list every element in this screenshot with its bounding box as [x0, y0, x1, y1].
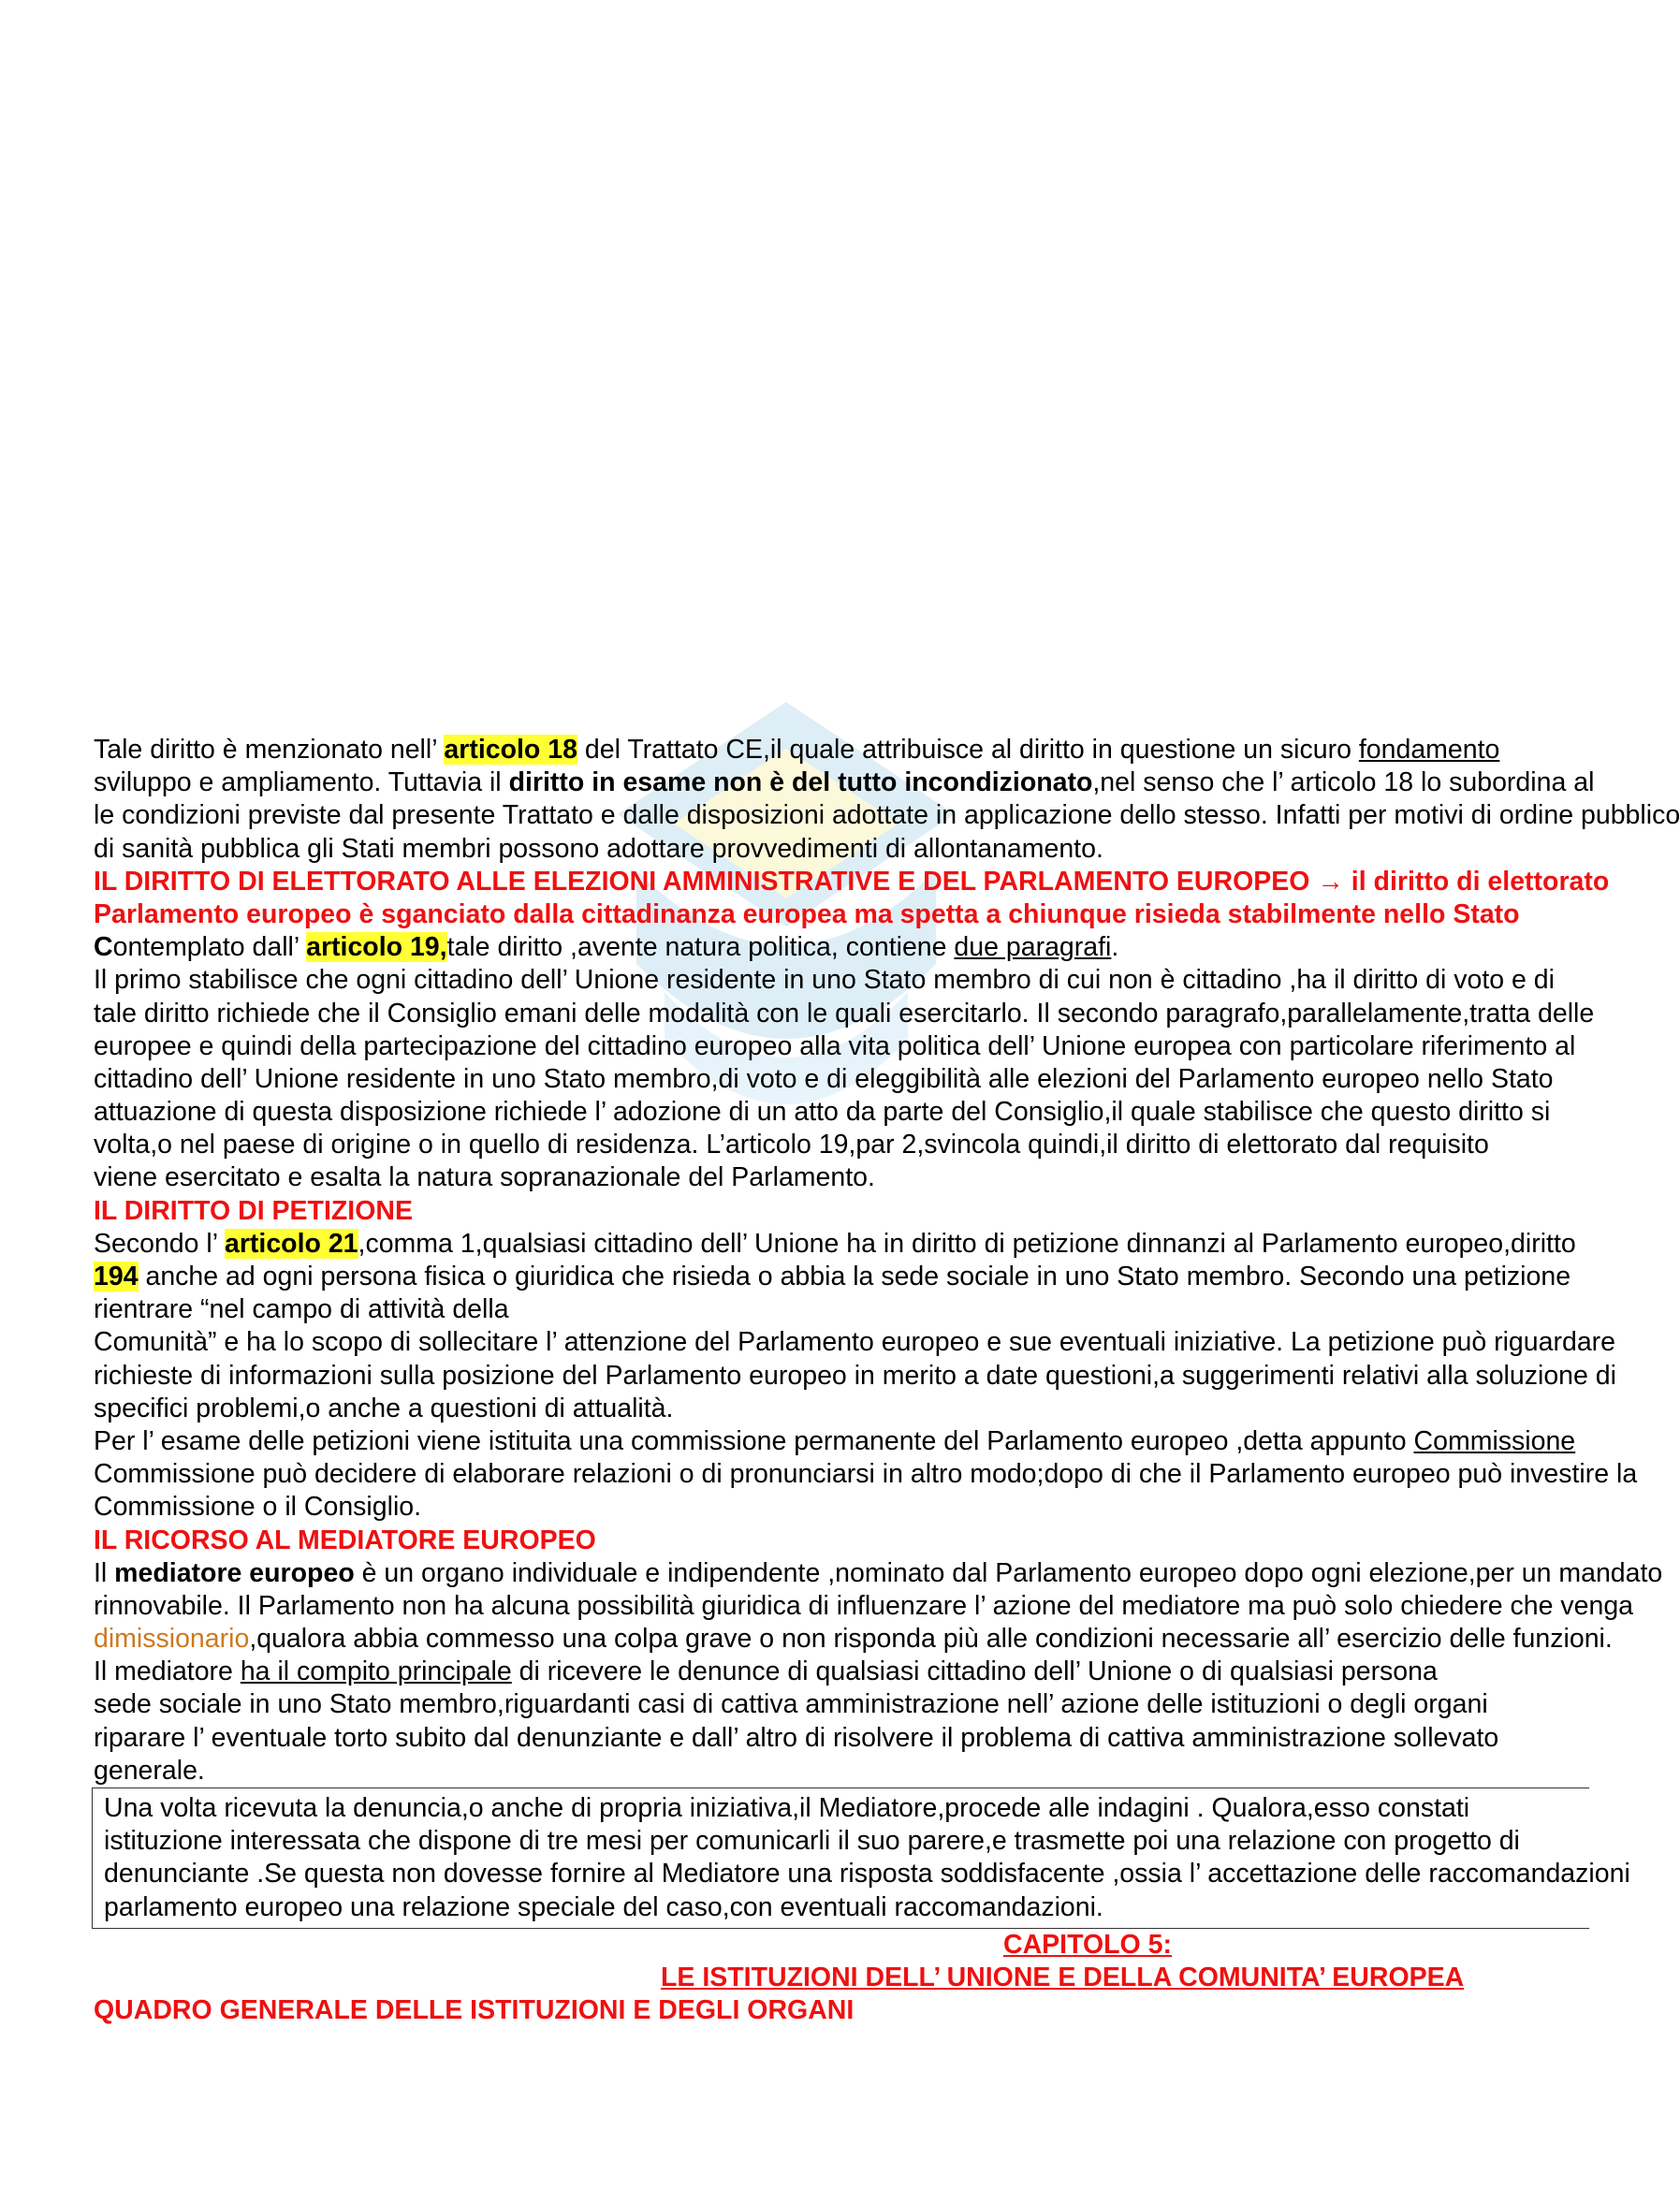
text-line: specifici problemi,o anche a questioni di attualità. — [94, 1393, 674, 1423]
chapter-subtitle: QUADRO GENERALE DELLE ISTITUZIONI E DEGLI ORGANI — [94, 1995, 855, 2026]
text-line: Per l’ esame delle petizioni viene istituita una commissione permanente del Parlamento europeo ,detta appunto Commissione — [94, 1425, 1576, 1456]
text-line: sviluppo e ampliamento. Tuttavia il diritto in esame non è del tutto incondizionato,nel senso che l’ articolo 18 lo subordina al — [94, 767, 1595, 798]
chapter-title: LE ISTITUZIONI DELL’ UNIONE E DELLA COMUNITA’ EUROPEA — [661, 1962, 1465, 1992]
section-heading-elettorato: IL DIRITTO DI ELETTORATO ALLE ELEZIONI AMMINISTRATIVE E DEL PARLAMENTO EUROPEO → il diritto di elettorato — [94, 866, 1610, 897]
text-line: volta,o nel paese di origine o in quello di residenza. L’articolo 19,par 2,svincola quindi,il diritto di elettorato dal requisito — [94, 1130, 1489, 1160]
text-line: le condizioni previste dal presente Trattato e dalle disposizioni adottate in applicazione dello stesso. Infatti per motivi di ordine pubblico — [94, 800, 1680, 831]
text-line: sede sociale in uno Stato membro,riguardanti casi di cattiva amministrazione nell’ azione delle istituzioni o degli organi — [94, 1689, 1488, 1720]
text-line: Commissione o il Consiglio. — [94, 1492, 422, 1523]
text-line: rientrare “nel campo di attività della — [94, 1294, 509, 1325]
text-line: 194 anche ad ogni persona fisica o giuridica che risieda o abbia la sede sociale in uno Stato membro. Secondo una petizione — [94, 1262, 1571, 1292]
text-line: Una volta ricevuta la denuncia,o anche di propria iniziativa,il Mediatore,procede alle indagini . Qualora,esso constati — [104, 1793, 1470, 1823]
chapter-number: CAPITOLO 5: — [1003, 1929, 1172, 1960]
text-line: Il primo stabilisce che ogni cittadino dell’ Unione residente in uno Stato membro di cui non è cittadino ,ha il diritto di voto e di — [94, 965, 1555, 996]
text-line: Il mediatore ha il compito principale di ricevere le denunce di qualsiasi cittadino dell’ Unione o di qualsiasi persona — [94, 1656, 1438, 1687]
text-line: Il mediatore europeo è un organo individuale e indipendente ,nominato dal Parlamento europeo dopo ogni elezione,per un mandato — [94, 1557, 1663, 1588]
text-line: Contemplato dall’ articolo 19,tale diritto ,avente natura politica, contiene due paragrafi. — [94, 932, 1119, 963]
text-line: rinnovabile. Il Parlamento non ha alcuna possibilità giuridica di influenzare l’ azione del mediatore ma può solo chiedere che venga — [94, 1590, 1634, 1621]
text-line: generale. — [94, 1755, 205, 1786]
text-line: viene esercitato e esalta la natura sopranazionale del Parlamento. — [94, 1162, 875, 1193]
text-line: tale diritto richiede che il Consiglio emani delle modalità con le quali esercitarlo. Il secondo paragrafo,parallelamente,tratta delle — [94, 998, 1595, 1029]
text-line: attuazione di questa disposizione richiede l’ adozione di un atto da parte del Consiglio,il quale stabilisce che questo diritto si — [94, 1097, 1551, 1128]
text-line: denunciante .Se questa non dovesse fornire al Mediatore una risposta soddisfacente ,ossia l’ accettazione delle raccomandazioni — [104, 1859, 1630, 1890]
text-line: Secondo l’ articolo 21,comma 1,qualsiasi cittadino dell’ Unione ha in diritto di petizione dinnanzi al Parlamento europeo,diritto — [94, 1228, 1576, 1259]
section-heading-petizione: IL DIRITTO DI PETIZIONE — [94, 1195, 413, 1226]
section-heading-mediatore: IL RICORSO AL MEDIATORE EUROPEO — [94, 1525, 596, 1555]
text-line: parlamento europeo una relazione speciale del caso,con eventuali raccomandazioni. — [104, 1891, 1103, 1922]
text-line: europee e quindi della partecipazione del cittadino europeo alla vita politica dell’ Unione europea con particolare riferimento al — [94, 1030, 1576, 1061]
text-line: cittadino dell’ Unione residente in uno Stato membro,di voto e di eleggibilità alle elezioni del Parlamento europeo nello Stato — [94, 1063, 1554, 1094]
text-line: Comunità” e ha lo scopo di sollecitare l’ attenzione del Parlamento europeo e sue eventuali iniziative. La petizione può riguardare — [94, 1327, 1616, 1358]
text-line: di sanità pubblica gli Stati membri possono adottare provvedimenti di allontanamento. — [94, 833, 1103, 864]
text-line: Commissione può decidere di elaborare relazioni o di pronunciarsi in altro modo;dopo di che il Parlamento europeo può investire la — [94, 1459, 1638, 1490]
section-heading-elettorato-cont: Parlamento europeo è sganciato dalla cittadinanza europea ma spetta a chiunque risieda stabilmente nello Stato — [94, 898, 1520, 929]
text-line: Tale diritto è menzionato nell’ articolo 18 del Trattato CE,il quale attribuisce al diritto in questione un sicuro fondamento — [94, 735, 1500, 765]
text-line: istituzione interessata che dispone di tre mesi per comunicarli il suo parere,e trasmette poi una relazione con progetto di — [104, 1826, 1520, 1857]
text-line: dimissionario,qualora abbia commesso una colpa grave o non risponda più alle condizioni necessarie all’ esercizio delle funzioni. — [94, 1624, 1613, 1655]
boxed-paragraph — [92, 1788, 1630, 1929]
document-body — [94, 734, 1680, 2027]
text-line: richieste di informazioni sulla posizione del Parlamento europeo in merito a date questioni,a suggerimenti relativi alla soluzione di — [94, 1360, 1616, 1391]
text-line: riparare l’ eventuale torto subito dal denunziante e dall’ altro di risolvere il problema di cattiva amministrazione sollevato — [94, 1722, 1499, 1753]
